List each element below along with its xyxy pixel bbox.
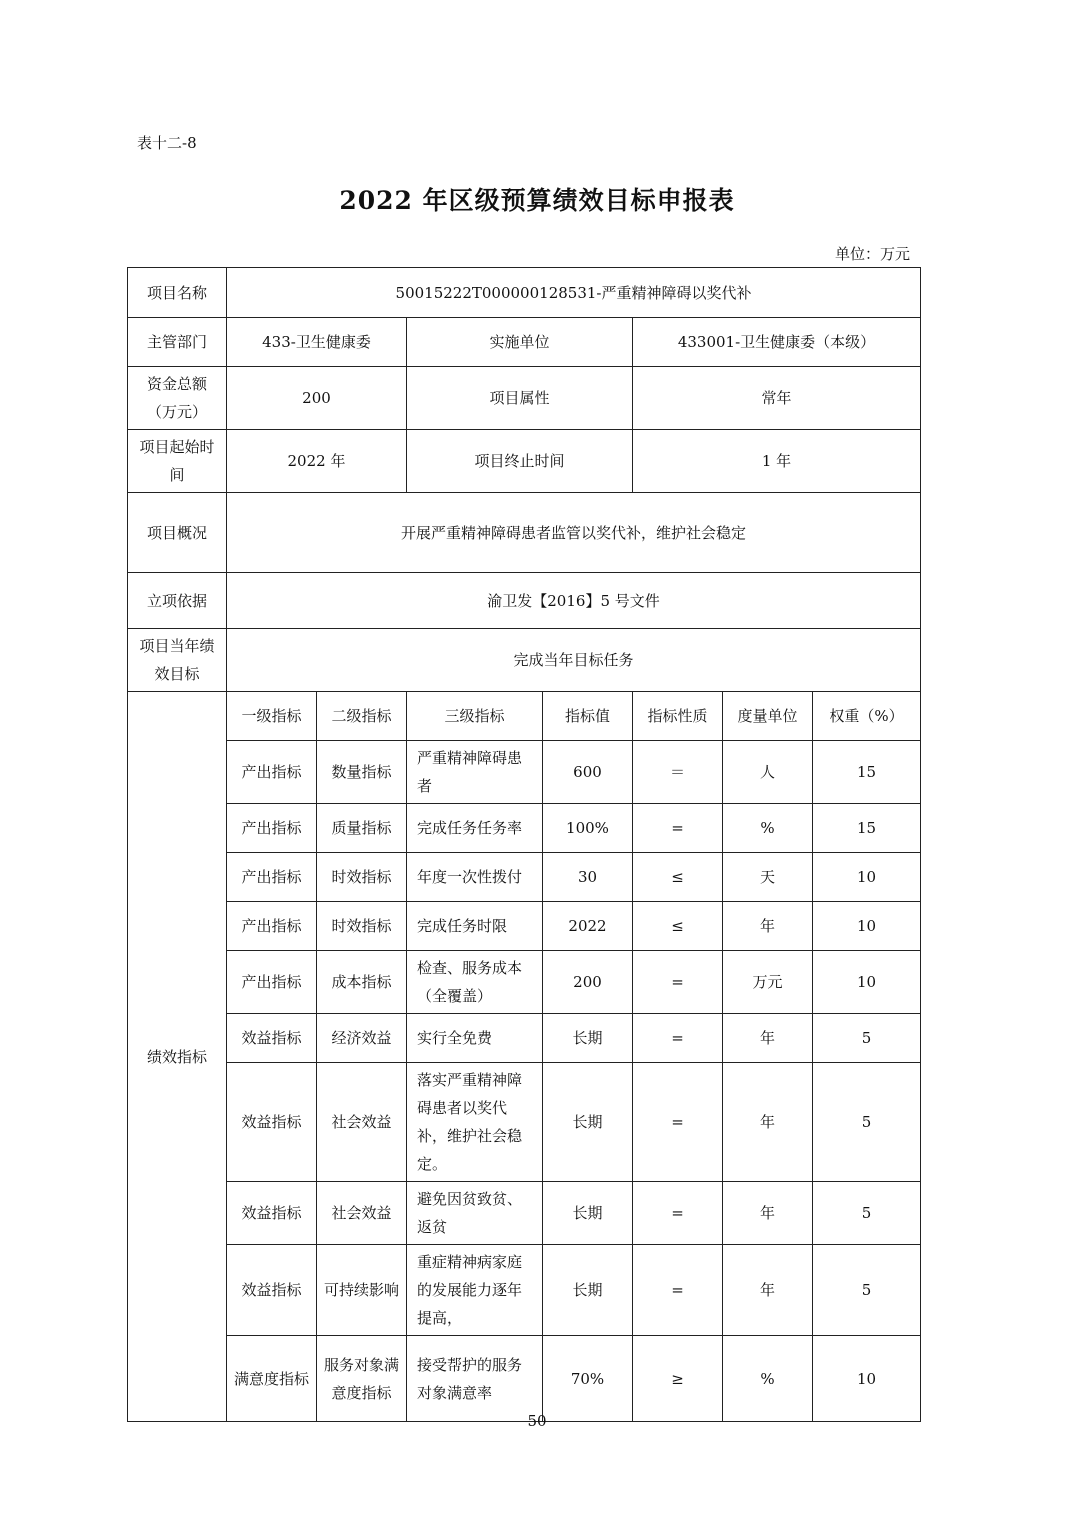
indicator-header: 指标性质 [633, 692, 723, 741]
level3-indicator: 重症精神病家庭的发展能力逐年提高， [407, 1245, 543, 1336]
level3-indicator: 检查、服务成本（全覆盖） [407, 951, 543, 1014]
total-fund-label: 资金总额（万元） [128, 367, 227, 430]
annual-goal-value: 完成当年目标任务 [227, 629, 921, 692]
level2-indicator: 服务对象满意度指标 [317, 1336, 407, 1422]
indicator-row [128, 741, 921, 804]
indicator-nature: = [633, 1182, 723, 1245]
level3-indicator: 避免因贫致贫、返贫 [407, 1182, 543, 1245]
measure-unit: % [723, 1336, 813, 1422]
weight: 5 [813, 1245, 921, 1336]
measure-unit: 年 [723, 1014, 813, 1063]
indicator-header: 二级指标 [317, 692, 407, 741]
project-basis-label: 立项依据 [128, 573, 227, 629]
indicator-nature: ≤ [633, 853, 723, 902]
level2-indicator: 质量指标 [317, 804, 407, 853]
indicator-row [128, 1182, 921, 1245]
indicator-nature: ≤ [633, 902, 723, 951]
level2-indicator: 经济效益 [317, 1014, 407, 1063]
indicator-value: 长期 [543, 1014, 633, 1063]
indicator-nature: = [633, 1245, 723, 1336]
level2-indicator: 社会效益 [317, 1182, 407, 1245]
indicator-value: 200 [543, 951, 633, 1014]
project-overview-label: 项目概况 [128, 493, 227, 573]
indicator-value: 2022 [543, 902, 633, 951]
document-title: 2022 年区级预算绩效目标申报表 [339, 186, 735, 215]
indicator-value: 长期 [543, 1182, 633, 1245]
weight: 10 [813, 902, 921, 951]
measure-unit: 人 [723, 741, 813, 804]
end-time-label: 项目终止时间 [407, 430, 633, 493]
budget-performance-table [127, 267, 921, 1422]
level3-indicator: 实行全免费 [407, 1014, 543, 1063]
indicator-nature: ＝ [633, 741, 723, 804]
level2-indicator: 时效指标 [317, 853, 407, 902]
level1-indicator: 产出指标 [227, 951, 317, 1014]
start-time-value: 2022 年 [227, 430, 407, 493]
measure-unit: 年 [723, 1182, 813, 1245]
indicator-row [128, 902, 921, 951]
indicator-header: 指标值 [543, 692, 633, 741]
level3-indicator: 严重精神障碍患者 [407, 741, 543, 804]
level2-indicator: 社会效益 [317, 1063, 407, 1182]
indicator-header: 权重（%） [813, 692, 921, 741]
indicator-row [128, 804, 921, 853]
measure-unit: 年 [723, 1245, 813, 1336]
indicator-row [128, 853, 921, 902]
level1-indicator: 效益指标 [227, 1014, 317, 1063]
department-label: 主管部门 [128, 318, 227, 367]
level3-indicator: 落实严重精神障碍患者以奖代补，维护社会稳定。 [407, 1063, 543, 1182]
indicator-value: 30 [543, 853, 633, 902]
indicator-row [128, 1014, 921, 1063]
weight: 5 [813, 1063, 921, 1182]
weight: 15 [813, 804, 921, 853]
implementing-unit-value: 433001-卫生健康委（本级） [633, 318, 921, 367]
unit-label: 单位：万元 [834, 245, 910, 263]
indicator-nature: ≥ [633, 1336, 723, 1422]
weight: 10 [813, 853, 921, 902]
project-attribute-label: 项目属性 [407, 367, 633, 430]
level3-indicator: 完成任务任务率 [407, 804, 543, 853]
level1-indicator: 产出指标 [227, 741, 317, 804]
measure-unit: 天 [723, 853, 813, 902]
level1-indicator: 产出指标 [227, 804, 317, 853]
weight: 5 [813, 1014, 921, 1063]
indicator-value: 100% [543, 804, 633, 853]
indicator-row [128, 951, 921, 1014]
indicator-nature: = [633, 951, 723, 1014]
project-name-label: 项目名称 [128, 268, 227, 318]
level3-indicator: 年度一次性拨付 [407, 853, 543, 902]
indicator-nature: = [633, 804, 723, 853]
weight: 10 [813, 951, 921, 1014]
end-time-value: 1 年 [633, 430, 921, 493]
indicator-row [128, 1245, 921, 1336]
weight: 15 [813, 741, 921, 804]
weight: 5 [813, 1182, 921, 1245]
project-name-value: 50015222T000000128531-严重精神障碍以奖代补 [227, 268, 921, 318]
department-value: 433-卫生健康委 [227, 318, 407, 367]
annual-goal-label: 项目当年绩效目标 [128, 629, 227, 692]
level1-indicator: 产出指标 [227, 902, 317, 951]
level2-indicator: 成本指标 [317, 951, 407, 1014]
level1-indicator: 满意度指标 [227, 1336, 317, 1422]
indicator-header: 三级指标 [407, 692, 543, 741]
indicator-nature: = [633, 1063, 723, 1182]
level3-indicator: 完成任务时限 [407, 902, 543, 951]
level1-indicator: 效益指标 [227, 1063, 317, 1182]
level1-indicator: 效益指标 [227, 1182, 317, 1245]
start-time-label: 项目起始时间 [128, 430, 227, 493]
project-attribute-value: 常年 [633, 367, 921, 430]
measure-unit: 年 [723, 1063, 813, 1182]
indicator-header: 度量单位 [723, 692, 813, 741]
indicator-value: 长期 [543, 1063, 633, 1182]
implementing-unit-label: 实施单位 [407, 318, 633, 367]
indicator-value: 70% [543, 1336, 633, 1422]
total-fund-value: 200 [227, 367, 407, 430]
page-number: 50 [527, 1412, 547, 1430]
level1-indicator: 效益指标 [227, 1245, 317, 1336]
measure-unit: 万元 [723, 951, 813, 1014]
table-number: 表十二-8 [137, 134, 197, 152]
indicator-row [128, 1336, 921, 1422]
level2-indicator: 数量指标 [317, 741, 407, 804]
level2-indicator: 时效指标 [317, 902, 407, 951]
level3-indicator: 接受帮护的服务对象满意率 [407, 1336, 543, 1422]
measure-unit: 年 [723, 902, 813, 951]
project-basis-value: 渝卫发【2016】5 号文件 [227, 573, 921, 629]
indicator-value: 长期 [543, 1245, 633, 1336]
weight: 10 [813, 1336, 921, 1422]
project-overview-value: 开展严重精神障碍患者监管以奖代补，维护社会稳定 [227, 493, 921, 573]
performance-indicators-label: 绩效指标 [128, 692, 227, 1422]
indicator-value: 600 [543, 741, 633, 804]
level1-indicator: 产出指标 [227, 853, 317, 902]
measure-unit: % [723, 804, 813, 853]
indicator-row [128, 1063, 921, 1182]
indicator-header: 一级指标 [227, 692, 317, 741]
level2-indicator: 可持续影响 [317, 1245, 407, 1336]
indicator-nature: = [633, 1014, 723, 1063]
